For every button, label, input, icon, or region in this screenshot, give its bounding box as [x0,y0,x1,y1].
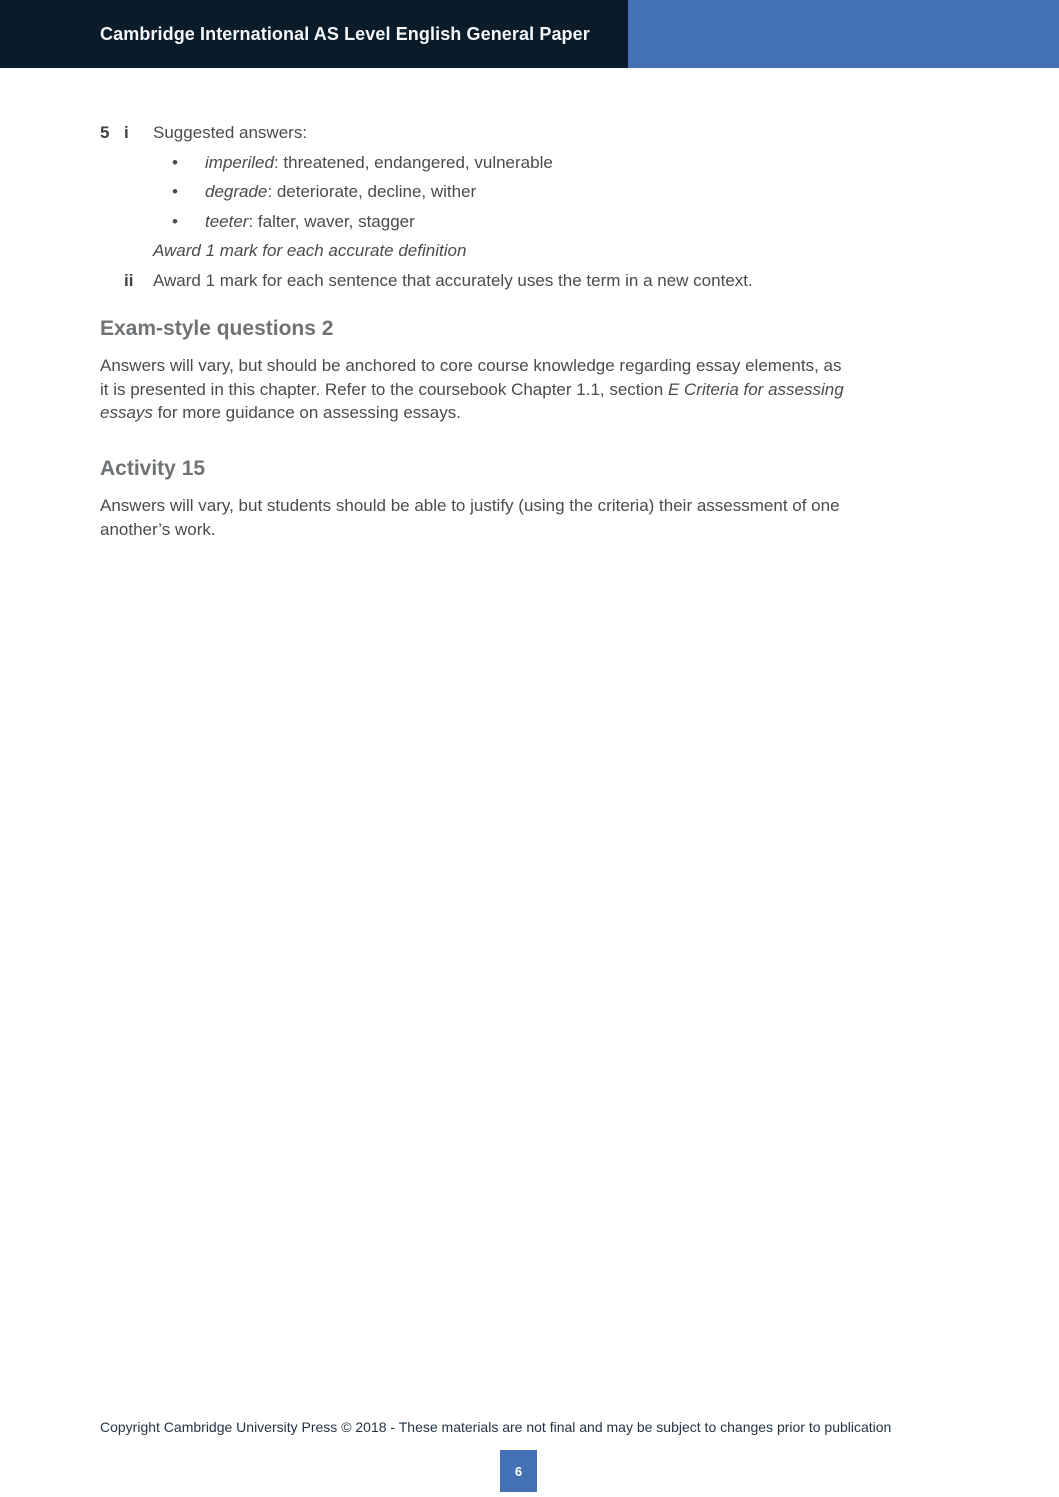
definition-text: teeter: falter, waver, stagger [205,211,415,231]
question-part-i-row [100,118,1059,266]
paragraph-line: Answers will vary, but students should be able to justify (using the criteria) their assessment of one [100,496,840,516]
part-ii-text: Award 1 mark for each sentence that accurately uses the term in a new context. [153,270,753,290]
definition-text: imperiled: threatened, endangered, vulnerable [205,152,553,172]
copyright-notice: Copyright Cambridge University Press © 2018 - These materials are not final and may be subject to changes prior to publication [100,1419,892,1435]
definition-text: degrade: deteriorate, decline, wither [205,182,477,201]
header-title-band [0,0,628,68]
section-heading: Exam-style questions 2 [100,317,334,340]
marking-note: Award 1 mark for each accurate definition [153,241,467,260]
bullet-icon [172,177,205,207]
page-content [0,68,1059,542]
section-heading: Activity 15 [100,457,206,481]
bullet-icon [172,207,205,237]
page-header-title: Cambridge International AS Level English General Paper [100,23,590,44]
paragraph-line: essays for more guidance on assessing essays. [100,403,461,423]
part-i-content [153,118,1059,266]
question-number: 5 [100,123,110,142]
bullet-icon [172,148,205,178]
paragraph-line: Answers will vary, but should be anchored to core course knowledge regarding essay elements, as [100,356,842,375]
list-item-teeter [172,207,1059,237]
part-label-ii: ii [124,270,134,290]
part-ii-content [153,266,1059,296]
part-label-i: i [124,123,129,142]
page-header [0,0,1059,68]
paragraph-line: it is presented in this chapter. Refer to the coursebook Chapter 1.1, section E Criteria for assessing [100,379,844,399]
list-item-imperiled [172,148,1059,178]
page-number-badge: 6 [500,1450,537,1492]
header-accent-band [628,0,1059,68]
definitions-list [153,148,1059,237]
list-item-degrade [172,177,1059,207]
section-activity-15 [100,457,1059,541]
section-paragraph [100,494,1059,541]
section-exam-style-questions [100,317,1059,425]
question-part-ii-row [100,266,1059,296]
question-number-spacer [100,266,124,296]
section-paragraph [100,354,1059,425]
part-i-intro: Suggested answers: [153,123,308,142]
question-5-block [100,118,1059,295]
paragraph-line: another’s work. [100,519,216,539]
